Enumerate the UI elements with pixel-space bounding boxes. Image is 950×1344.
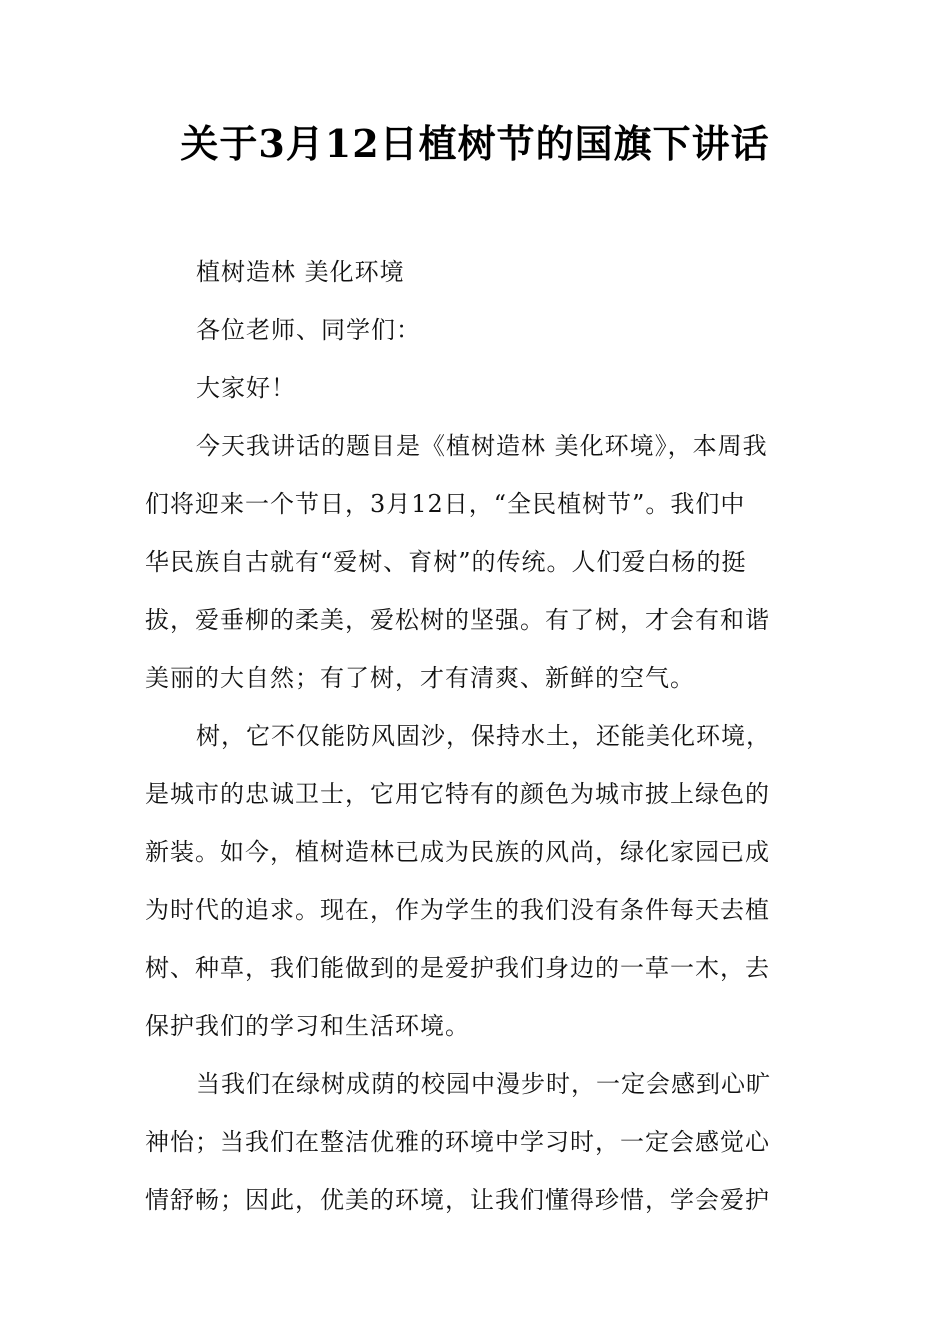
text-line: 美丽的大自然；有了树，才有清爽、新鲜的空气。 [145, 664, 695, 692]
text-line: 树，它不仅能防风固沙，保持水土，还能美化环境， [196, 722, 771, 750]
text-line: 情舒畅；因此，优美的环境，让我们懂得珍惜，学会爱护 [145, 1186, 770, 1214]
salutation: 各位老师、同学们： [196, 316, 421, 344]
text-line: 新装。如今，植树造林已成为民族的风尚，绿化家园已成 [145, 838, 770, 866]
text-line: 华民族自古就有“爱树、育树”的传统。人们爱白杨的挺 [145, 548, 747, 576]
document-title: 关于3月12日植树节的国旗下讲话 [180, 121, 770, 166]
text-line: 拔，爱垂柳的柔美，爱松树的坚强。有了树，才会有和谐 [145, 606, 770, 634]
text-line: 今天我讲话的题目是《植树造林 美化环境》，本周我 [196, 432, 768, 460]
text-line: 是城市的忠诚卫士，它用它特有的颜色为城市披上绿色的 [145, 780, 770, 808]
text-line: 保护我们的学习和生活环境。 [145, 1012, 470, 1040]
text-line: 树、种草，我们能做到的是爱护我们身边的一草一木，去 [145, 954, 770, 982]
text-line: 们将迎来一个节日，3月12日，“全民植树节”。我们中 [145, 490, 746, 518]
text-line: 为时代的追求。现在，作为学生的我们没有条件每天去植 [145, 896, 770, 924]
text-line: 神怡；当我们在整洁优雅的环境中学习时，一定会感觉心 [145, 1128, 770, 1156]
document-body [145, 253, 813, 1239]
text-line: 当我们在绿树成荫的校园中漫步时，一定会感到心旷 [196, 1070, 771, 1098]
speech-subtitle: 植树造林 美化环境 [196, 258, 405, 286]
greeting: 大家好！ [196, 374, 296, 402]
